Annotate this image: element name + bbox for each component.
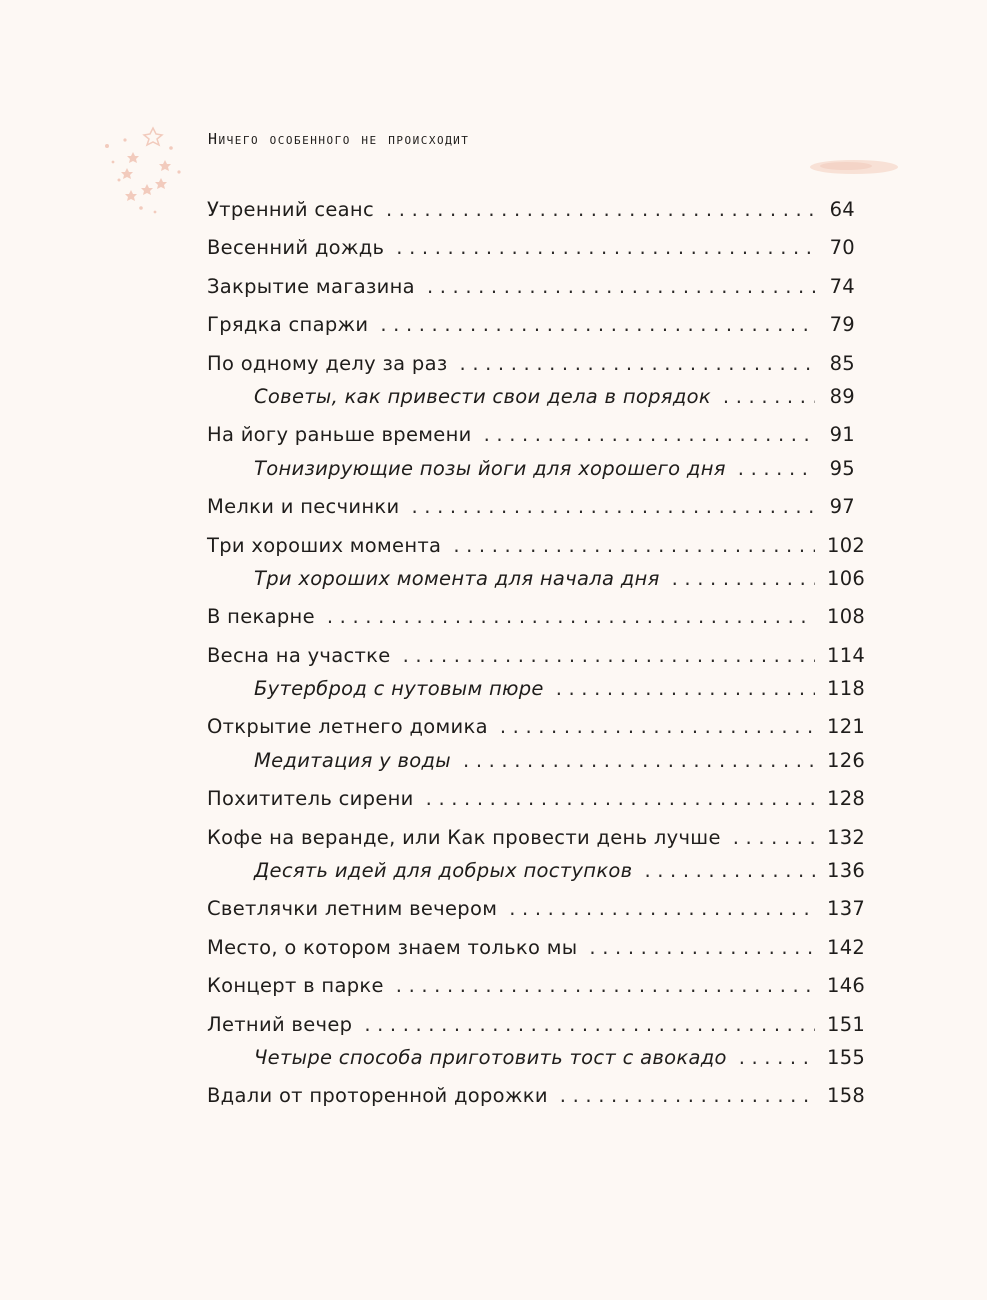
dot-leader xyxy=(380,313,815,336)
dot-leader xyxy=(453,534,815,557)
toc-subentry[interactable] xyxy=(207,566,866,590)
entry-title: На йогу раньше времени xyxy=(207,423,472,447)
toc-entry[interactable] xyxy=(207,533,866,557)
toc-subentry[interactable] xyxy=(207,859,866,883)
dot-leader xyxy=(738,457,815,480)
entry-title: Место, о котором знаем только мы xyxy=(207,935,578,959)
watercolor-smudge-decoration xyxy=(808,156,900,178)
entry-title: Бутерброд с нутовым пюре xyxy=(254,677,544,701)
toc-entry[interactable] xyxy=(207,825,866,849)
entry-title: Медитация у воды xyxy=(254,748,452,772)
toc-entry[interactable] xyxy=(207,605,866,629)
page-number: 121 xyxy=(827,715,866,739)
page-number: 158 xyxy=(827,1084,866,1108)
toc-subentry[interactable] xyxy=(207,457,855,480)
running-head: Ничего особенного не происходит xyxy=(208,130,470,148)
toc-subentry[interactable] xyxy=(207,385,855,408)
page-number: 146 xyxy=(827,974,866,998)
page-number: 102 xyxy=(827,533,866,557)
dot-leader xyxy=(460,352,815,375)
entry-title: Открытие летнего домика xyxy=(207,715,488,739)
page-number: 91 xyxy=(829,423,855,447)
dot-leader xyxy=(644,859,815,882)
entry-title: Закрытие магазина xyxy=(207,274,415,298)
page-number: 118 xyxy=(827,677,866,701)
toc-entry[interactable] xyxy=(207,643,866,667)
toc-entry[interactable] xyxy=(207,897,866,921)
page-number: 114 xyxy=(827,643,866,667)
toc-subentry[interactable] xyxy=(207,1045,866,1069)
entry-title: Светлячки летним вечером xyxy=(207,897,498,921)
entry-title: Советы, как привести свои дела в порядок xyxy=(254,384,711,408)
table-of-contents xyxy=(207,198,866,1108)
dot-leader xyxy=(589,936,815,959)
dot-leader xyxy=(427,275,815,298)
entry-title: Четыре способа приготовить тост с авокадо xyxy=(254,1045,727,1069)
entry-title: Летний вечер xyxy=(207,1012,353,1036)
dot-leader xyxy=(463,749,815,772)
page-number: 108 xyxy=(827,605,866,629)
dot-leader xyxy=(396,236,815,259)
toc-entry[interactable] xyxy=(207,787,866,811)
page-number: 126 xyxy=(827,748,866,772)
dot-leader xyxy=(556,677,815,700)
page-number: 89 xyxy=(829,384,855,408)
toc-entry[interactable] xyxy=(207,198,855,221)
dot-leader xyxy=(327,605,815,628)
entry-title: Мелки и песчинки xyxy=(207,495,400,519)
page-number: 64 xyxy=(829,198,855,221)
entry-title: Весна на участке xyxy=(207,643,391,667)
page-number: 137 xyxy=(827,897,866,921)
toc-entry[interactable] xyxy=(207,1084,866,1108)
dot-leader xyxy=(509,897,815,920)
toc-subentry[interactable] xyxy=(207,677,866,701)
page-number: 106 xyxy=(827,566,866,590)
toc-entry[interactable] xyxy=(207,974,866,998)
toc-entry[interactable] xyxy=(207,1012,866,1036)
page-number: 85 xyxy=(829,351,855,375)
entry-title: Утренний сеанс xyxy=(207,198,374,221)
page-number: 95 xyxy=(829,456,855,480)
entry-title: Весенний дождь xyxy=(207,236,385,260)
toc-entry[interactable] xyxy=(207,495,855,518)
entry-title: Три хороших момента xyxy=(207,533,442,557)
page-number: 79 xyxy=(829,313,855,337)
entry-title: По одному делу за раз xyxy=(207,351,448,375)
dot-leader xyxy=(403,644,815,667)
sparkle-decoration xyxy=(95,118,215,228)
page-number: 74 xyxy=(829,274,855,298)
dot-leader xyxy=(364,1013,815,1036)
entry-title: Вдали от проторенной дорожки xyxy=(207,1084,548,1108)
entry-title: Тонизирующие позы йоги для хорошего дня xyxy=(254,456,726,480)
entry-title: Три хороших момента для начала дня xyxy=(254,566,660,590)
dot-leader xyxy=(426,787,815,810)
dot-leader xyxy=(739,1046,815,1069)
dot-leader xyxy=(733,826,815,849)
page-number: 155 xyxy=(827,1045,866,1069)
dot-leader xyxy=(723,385,815,408)
dot-leader xyxy=(500,715,815,738)
dot-leader xyxy=(411,495,815,518)
toc-entry[interactable] xyxy=(207,275,855,298)
page-number: 97 xyxy=(829,495,855,519)
entry-title: Десять идей для добрых поступков xyxy=(254,859,633,883)
entry-title: Грядка спаржи xyxy=(207,313,369,337)
entry-title: Похититель сирени xyxy=(207,787,414,811)
entry-title: В пекарне xyxy=(207,605,315,629)
toc-entry[interactable] xyxy=(207,313,855,336)
dot-leader xyxy=(672,567,815,590)
toc-entry[interactable] xyxy=(207,352,855,375)
dot-leader xyxy=(484,423,815,446)
entry-title: Концерт в парке xyxy=(207,974,384,998)
page-number: 136 xyxy=(827,859,866,883)
dot-leader xyxy=(386,198,815,221)
toc-entry[interactable] xyxy=(207,423,855,446)
page-number: 142 xyxy=(827,935,866,959)
dot-leader xyxy=(560,1084,815,1107)
page-number: 132 xyxy=(827,825,866,849)
page-number: 128 xyxy=(827,787,866,811)
page-number: 70 xyxy=(829,236,855,260)
toc-subentry[interactable] xyxy=(207,748,866,772)
toc-entry[interactable] xyxy=(207,715,866,739)
toc-entry[interactable] xyxy=(207,236,855,259)
entry-title: Кофе на веранде, или Как провести день лучше xyxy=(207,825,721,849)
dot-leader xyxy=(396,974,815,997)
page-number: 151 xyxy=(827,1012,866,1036)
toc-entry[interactable] xyxy=(207,935,866,959)
